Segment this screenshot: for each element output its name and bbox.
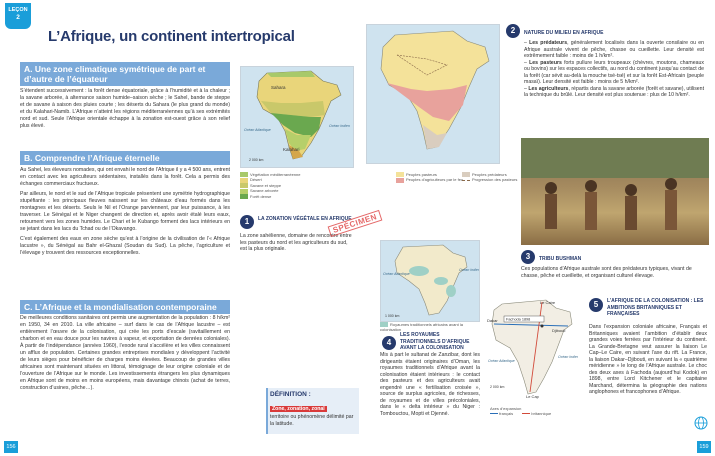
- africa-vegetation-svg: [241, 67, 353, 167]
- cairo-label: Le Caire: [540, 300, 556, 305]
- legend-label: français: [499, 411, 514, 416]
- bullet-predators: – Les prédateurs, généralement localisés dans la ouverte consilaire ou en Afrique australe vivent de pêche, chasse ou cueillette. Leur densité est extrêmement faible : moins de 1 h/km².: [524, 40, 704, 59]
- legend-label: Forêt dense: [250, 193, 272, 199]
- legend-label: Savane arborée: [250, 188, 279, 194]
- caption-3-title: [539, 256, 709, 263]
- section-b-para-2: Par ailleurs, le nord et le sud de l’Afrique tropicale présentent une symétrie hydrographique stupéfiante : les principaux fleuves naissent sur les châteaux d’eau formés dans les montagnes et les déserts. Seuls le Nil et l’Orange parviennent, par leur puissance, à les traverser. Le Sénégal et le Niger changent de direction et, après avoir étalé leurs eaux, retournent vers les zones humides. Le Chari et le Kubango forment des lacs intérieurs en se jetant dans les lacs du Tchad ou de l’Okavango.: [20, 191, 230, 232]
- legend-item: [462, 177, 518, 182]
- caption-2-text: [524, 40, 704, 99]
- globe-icon: [694, 416, 708, 430]
- africa-colonisation-svg: [486, 296, 578, 400]
- legend-title: Axes d’expansion: [490, 406, 522, 411]
- definition-term: Zone, zonation, zonal: [272, 406, 325, 412]
- map5-atlantic-label: Océan Atlantique: [488, 359, 515, 363]
- map5-indian-label: Océan Indien: [558, 355, 578, 359]
- map5-scale: 2 000 km: [490, 385, 505, 389]
- bullet-head: Les pasteurs: [529, 59, 562, 66]
- caption-2-title: [524, 30, 704, 37]
- africa-kingdoms-svg: [381, 241, 479, 321]
- bullet-text: forts pullure leurs troupeaux (chèvres, moutons, chameaux ou bovins) sur les espaces collectifs, au nord du continent jusqu’au contact de la forêt (car sévit au-delà la mouche tsé-tsé) et sur la forêt Est-Africain (peuple masaï). Leur densité est faible : moins de 5 h/km².: [524, 59, 704, 85]
- bullet-head: Les agriculteurs: [528, 85, 569, 92]
- caption-5-heading: L’AFRIQUE DE LA COLONISATION : LES AMBITIONS BRITANNIQUES ET FRANÇAISES: [607, 298, 704, 317]
- section-a-heading: A. Une zone climatique symétrique de part et d’autre de l’équateur: [20, 62, 230, 86]
- section-c-para: De meilleures conditions sanitaires ont permis une augmentation de la population : 8 h/km² en 1950, 34 en 2010. La ville africaine – surf dans le cas de l’Afrique lacustre – est entièrement l’œuvre de la colonisation, qui crée les ports d’escale (ravitaillement en charbon et en eau douce pour les navires à vapeur, et exportation de denrées coloniales). À partir de l’indépendance (années 1960), l’exode rural s’accélère et les villes connaissent un afflux de population. Certaines grandes entreprises mondiales y développent l’activité de leurs sièges pour bénéficier de charges moins élevées. Beaucoup de grandes villes africaines sont maintenant situées en littoral, témoignage de leur origine coloniale et de l’ouverture de l’Afrique sur le monde. Les investissements étrangers les plus dynamiques en Afrique sont de moins en moins européens, mais davantage chinois (achat de terres, construction d’usines, pêche…).: [20, 315, 230, 391]
- section-a-text: [20, 88, 230, 133]
- cape-label: Le Cap: [526, 394, 539, 399]
- fachoda-label: Fachoda 1898: [506, 317, 531, 322]
- caption-number-1: 1: [240, 215, 254, 229]
- bullet-pastors: – Les pasteurs forts pullure leurs troupeaux (chèvres, moutons, chameaux ou bovins) sur les espaces collectifs, au nord du continent jusqu’au contact de la forêt (car sévit au-delà la mouche tsé-tsé) et sur la forêt Est-Africain (peuple masaï). Leur densité est faible : moins de 5 h/km².: [524, 59, 704, 85]
- bullet-text: , généralement localisés dans la ouverte consilaire ou en Afrique australe vivent de pêche, chasse ou cueillette. Leur densité est extrêmement faible : moins de 1 h/km².: [524, 40, 704, 59]
- caption-5-title: [607, 298, 707, 318]
- caption-number-5: 5: [589, 298, 603, 312]
- lesson-number: 2: [16, 14, 20, 21]
- map4-scale: 1 000 km: [385, 314, 400, 318]
- legend-items: [490, 411, 578, 416]
- peoples-map: [366, 24, 500, 164]
- legend-label: britannique: [531, 411, 552, 416]
- caption-number-4: 4: [382, 336, 396, 350]
- photo-figures: [521, 138, 709, 245]
- specimen-stamp: SPÉCIMEN: [328, 210, 383, 237]
- map2-legend-left: [396, 172, 466, 183]
- legend-item: [240, 194, 352, 199]
- map1-legend: [240, 172, 352, 199]
- map4-atlantic-label: Océan Atlantique: [383, 272, 410, 276]
- legend-item: [396, 177, 466, 182]
- djibouti-label: Djibouti: [552, 328, 566, 333]
- kingdoms-map: [380, 240, 480, 322]
- legend-label: Peuples pasteurs: [406, 172, 437, 177]
- section-a-para: S’étendent successivement : la forêt dense équatoriale, grâce à l’humidité et à la chaleur ; la savane arborée, à alternance saison humide–saison sèche ; le Sahel, bande de steppe et de savane à saison des pluies courte ; les déserts du Sahara (le plus grand du monde) et du Kalahari-Namib. L’Afrique n’atteint les régions méditerranéennes qu’à ses extrémités nord et sud. Seule l’Afrique orientale échappe à la zonation est-ouest grâce à son relief plus élevé.: [20, 88, 230, 129]
- caption-4-heading: LES ROYAUMES TRADITIONNELS D’AFRIQUE AVANT LA COLONISATION: [400, 332, 470, 351]
- caption-number-3: 3: [521, 250, 535, 264]
- caption-5-text: Dans l’expansion coloniale africaine, Français et Britanniques avaient l’ambition d’établir deux grandes voies ferrées par l’intérieur du continent. La Grande-Bretagne veut assurer la liaison Le Cap–Le Caire, en suivant l’axe du rift. La France, la liaison Dakar–Djibouti, en suivant la « quatrième méridienne » le long de l’Afrique australe. Le choc des deux axes à Fachoda (aujourd’hui Kodok) en 1898, entre Lord Kitchener et le capitaine Marchand, détermina la géographie des nations anglophones et francophones d’Afrique.: [589, 324, 707, 395]
- section-b-text: [20, 167, 230, 260]
- caption-1-text: La zone sahélienne, domaine de rencontre entre les pasteurs du nord et les agriculteurs du sud, est la plus originale.: [240, 233, 352, 252]
- dakar-label: Dakar: [487, 318, 498, 323]
- legend-swatch: [396, 178, 404, 183]
- legend-label: Progression des pasteurs: [472, 177, 518, 183]
- definition-title: DÉFINITION :: [270, 391, 311, 398]
- legend-line-british: [522, 413, 530, 414]
- lesson-label: LEÇON: [8, 7, 28, 13]
- section-b-para-3: C’est également des eaux en zone sèche qu’est à l’origine de la civilisation de l’« Afrique lacustre », du Sénégal au Bahr el-Ghazal (Soudan du Sud). La pêche, l’agriculture et l’élevage y trouvent des ressources exceptionnelles.: [20, 236, 230, 256]
- caption-3-heading: TRIBU BUSHMAN: [539, 256, 582, 262]
- bullet-text: , répartis dans la savane arborée (forêt et savane), utilisent la technique du brûlé. Leur densité est plus soutenue : plus de 10 h/km².: [524, 85, 705, 98]
- section-b-para-1: Au Sahel, les éleveurs nomades, qui ont envahi le nord de l’Afrique il y a 4 500 ans, entrent en contact avec les agriculteurs sédentaires, installés dans la forêt. Cela a permis des échanges commerciaux fructueux.: [20, 167, 230, 187]
- caption-1-heading: LA ZONATION VÉGÉTALE EN AFRIQUE: [258, 216, 352, 222]
- definition-text: territoire ou phénomène délimité par la latitude.: [270, 414, 354, 427]
- caption-number-2: 2: [506, 24, 520, 38]
- legend-label: Désert: [250, 177, 262, 183]
- legend-line-french: [490, 413, 498, 414]
- kalahari-label: Kalahari: [283, 147, 300, 152]
- bushman-photo: [521, 138, 709, 245]
- map4-legend: [380, 322, 478, 332]
- sahara-label: Sahara: [271, 85, 286, 90]
- section-b-heading: B. Comprendre l’Afrique éternelle: [20, 151, 230, 165]
- caption-4-title: [400, 332, 480, 352]
- map1-scale: 2 000 km: [249, 158, 264, 162]
- caption-3-text: Ces populations d’Afrique australe sont des prédateurs typiques, vivant de chasse, pêche et cueillette, et organisant culturel élevage.: [521, 266, 692, 279]
- page-number-left: 156: [4, 441, 18, 453]
- legend-label: Peuples d’agriculteurs par le feu: [406, 177, 464, 183]
- atlantic-label: Océan Atlantique: [244, 128, 271, 132]
- page-title: L’Afrique, un continent intertropical: [48, 28, 295, 45]
- caption-2-heading: NATURE DU MILIEU EN AFRIQUE: [524, 30, 604, 36]
- map4-indian-label: Océan Indien: [459, 268, 479, 272]
- lesson-badge: [5, 3, 31, 29]
- legend-swatch: [462, 180, 470, 181]
- bullet-head: Les prédateurs: [529, 40, 568, 46]
- map2-legend-right: [462, 172, 518, 182]
- africa-peoples-svg: [367, 25, 499, 163]
- section-c-text: [20, 315, 230, 395]
- bullet-farmers: – Les agriculteurs, répartis dans la savane arborée (forêt et savane), utilisent la technique du brûlé. Leur densité est plus soutenue : plus de 10 h/km².: [524, 85, 705, 98]
- vegetation-map: [240, 66, 354, 168]
- legend-label: Peuples prédateurs: [472, 172, 507, 177]
- indian-ocean-label: Océan Indien: [329, 124, 350, 128]
- map5-legend: [490, 406, 578, 416]
- section-c-heading: C. L’Afrique et la mondialisation contemporaine: [20, 300, 230, 314]
- colonisation-map: [486, 296, 578, 400]
- caption-4-text: Mis à part le sultanat de Zanzibar, dont les dirigeants étaient originaires d’Oman, les royaumes traditionnels d’Afrique avant la colonisation étaient intérieurs : le contact des pasteurs et des agriculteurs avait engendré une « fertilisation croisée », source de surplus agricoles, de richesses, de royaumes et de villes précoloniales, dans le « delta intérieur » du Niger : Tombouctou, Mopti et Djenné.: [380, 352, 480, 417]
- legend-label: Savane et steppe: [250, 182, 282, 188]
- legend-label: Végétation méditerranéenne: [250, 172, 301, 177]
- legend-swatch: [240, 194, 248, 199]
- page-number-right: 159: [697, 441, 711, 453]
- legend-label: Royaumes traditionnels africains avant la colonisation: [380, 322, 463, 333]
